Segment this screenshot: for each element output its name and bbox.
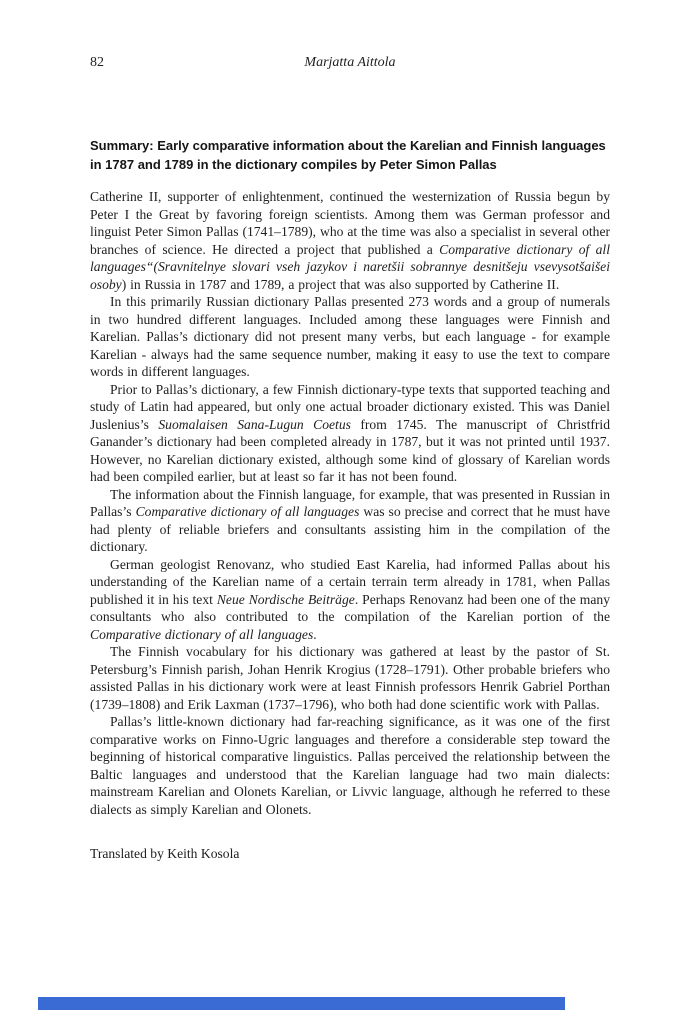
text-run: . [313,626,317,642]
text-run: Catherine II, supporter of enlightenment, continued the westernization of Russia begun by Peter I the Great by favoring foreign scientists. Among them was German professor and linguist Peter Simon Pallas (1741–1789), who at the time was also a specialist in several other branches of science. He directed a project that published a [90,189,610,257]
text-run: was so precise and correct that he must have had plenty of reliable briefers and consultants assisting him in the compilation of the dictionary. [90,504,610,554]
italic-run: Comparative dictionary of all languages [90,626,314,642]
paragraph [90,188,610,293]
italic-run: “( [145,259,158,274]
running-header: Marjatta Aittola [304,55,396,70]
text-run: from 1745. The manuscript of Christfrid Ganander’s dictionary had been completed already in 1787, but it was not printed until 1937. However, no Karelian dictionary existed, although some kind of glossary of Karelian words had been compiled earlier, but at least so far it has not been found. [90,416,610,484]
page-header [90,54,610,71]
paragraph [90,713,610,818]
italic-run: Suomalaisen Sana-Lugun Coetus [158,416,351,432]
text-run: German geologist Renovanz, who studied East Karelia, had informed Pallas about his understanding of the Karelian name of a certain terrain term already in 1781, when Pallas published it in his text [90,556,610,607]
paragraph [90,293,610,381]
paragraph [90,486,610,556]
text-run: ) in Russia in 1787 and 1789, a project that was also supported by Catherine II. [121,276,560,292]
italic-run: Comparative dictionary of all languages [90,241,610,274]
page-number: 82 [90,55,104,70]
text-run: The information about the Finnish language, for example, that was presented in Russian in Pallas’s [90,486,610,519]
paragraph [90,556,610,644]
italic-run: Neue Nordische Beiträge [216,591,355,607]
translator-note: Translated by Keith Kosola [90,846,240,861]
text-run: Pallas’s little-known dictionary had far-reaching significance, as it was one of the first comparative works on Finno-Ugric languages and therefore a considerable step toward the beginning of historical comparative linguistics. Pallas perceived the relationship between the Baltic languages and understood that the Karelian language had two main dialects: mainstream Karelian and Olonets Karelian, or Livvic language, although he referred to these dialects as simply Karelian and Olonets. [90,714,610,817]
italic-run: Comparative dictionary of all languages [135,504,360,519]
text-run: Prior to Pallas’s dictionary, a few Finnish dictionary-type texts that supported teaching and study of Latin had appeared, but only one actual broader dictionary existed. This was Daniel Juslenius’s [90,381,610,432]
text-run: . Perhaps Renovanz had been one of the many consultants who also contributed to the compilation of the Karelian portion of the [90,591,611,624]
italic-run: Sravnitelnye slovari vseh jazykov i naretšii sobrannye desnitšeju vsevysotšaišei osoby [90,259,610,292]
bottom-blue-bar [38,997,565,1010]
paragraph [90,643,610,713]
article-body [90,188,610,818]
summary-heading: Summary: Early comparative information about the Karelian and Finnish languages in 1787 and 1789 in the dictionary compiles by Peter Simon Pallas [90,138,606,172]
page-content [90,0,610,863]
text-run: The Finnish vocabulary for his dictionary was gathered at least by the pastor of St. Petersburg’s Finnish parish, Johan Henrik Krogius (1728–1791). Other probable briefers who assisted Pallas in his dictionary work were at least Finnish professors Henrik Gabriel Porthan (1739–1808) and Erik Laxman (1737–1796), who both had done scientific work with Pallas. [90,644,610,712]
text-run: In this primarily Russian dictionary Pallas presented 273 words and a group of numerals in two hundred different languages. Included among these languages were Finnish and Karelian. Pallas’s dictionary did not present many verbs, but each language - for example Karelian - always had the same sequence number, making it easy to use the text to compare words in different languages. [90,294,610,379]
paragraph [90,381,610,486]
